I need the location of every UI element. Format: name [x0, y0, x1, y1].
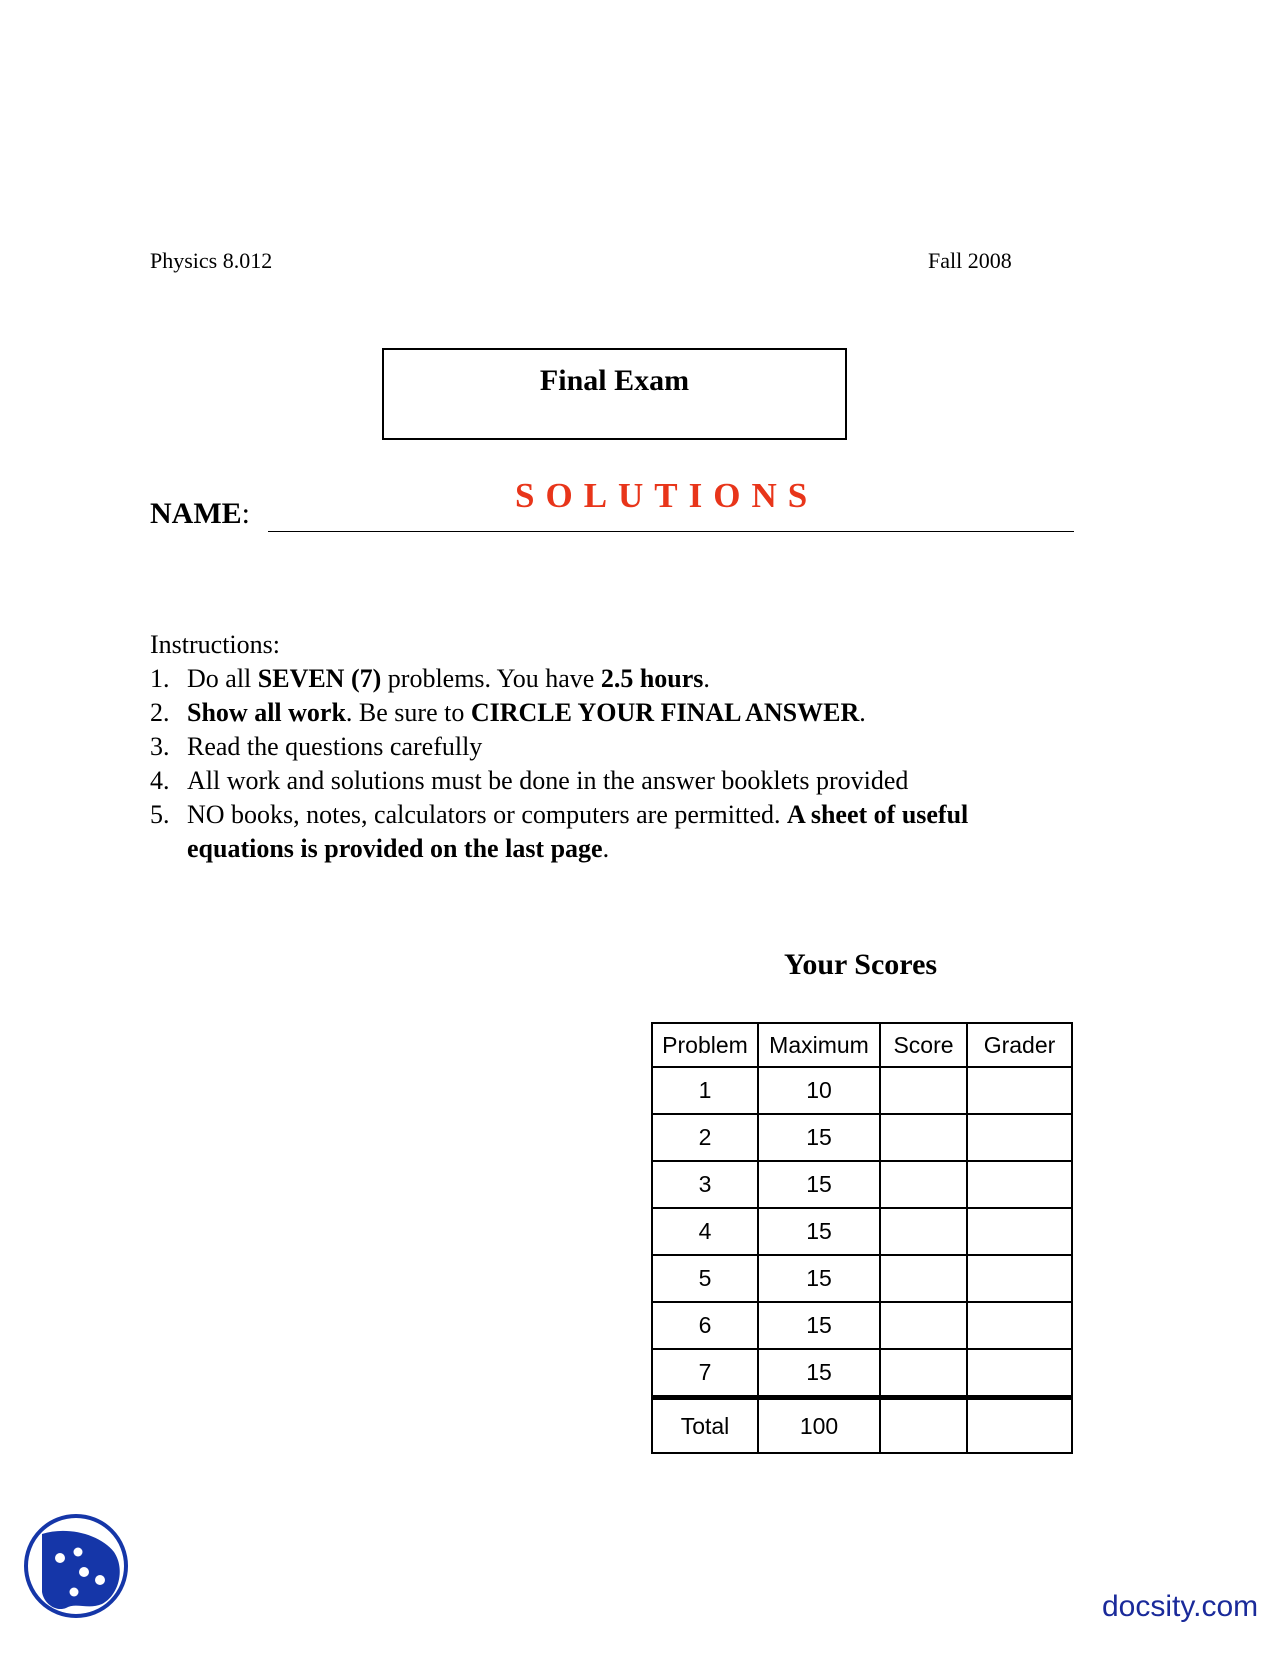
table-row — [652, 1161, 1072, 1208]
name-underline — [268, 531, 1074, 532]
header-maximum: Maximum — [758, 1023, 880, 1067]
cell-maximum: 15 — [758, 1349, 880, 1398]
cell-maximum: 10 — [758, 1067, 880, 1114]
docsity-brand: docsity.com — [1102, 1590, 1259, 1623]
instruction-item — [150, 730, 1007, 764]
cell-problem: 7 — [652, 1349, 758, 1398]
instruction-plain-text: Do all — [187, 664, 258, 693]
cell-problem: 5 — [652, 1255, 758, 1302]
instruction-item — [150, 764, 1007, 798]
instruction-bold-text: Show all work — [187, 698, 346, 727]
instructions-block — [150, 628, 1007, 866]
cell-grader — [967, 1067, 1072, 1114]
name-label-text: NAME — [150, 497, 242, 530]
docsity-logo-icon — [22, 1512, 130, 1620]
instruction-plain-text: . — [602, 834, 610, 863]
instruction-bold-text: 2.5 hours — [600, 664, 704, 693]
table-row — [652, 1067, 1072, 1114]
cell-grader — [967, 1255, 1072, 1302]
cell-maximum: 15 — [758, 1208, 880, 1255]
cell-grader — [967, 1114, 1072, 1161]
cell-score — [880, 1208, 967, 1255]
cell-total-label: Total — [652, 1398, 758, 1454]
cell-score — [880, 1302, 967, 1349]
scores-title: Your Scores — [784, 948, 938, 981]
instructions-heading: Instructions: — [150, 630, 280, 659]
instruction-bold-text: SEVEN (7) — [257, 664, 382, 693]
table-row — [652, 1114, 1072, 1161]
cell-total-score — [880, 1398, 967, 1454]
header-score: Score — [880, 1023, 967, 1067]
instruction-number: 5. — [150, 800, 170, 829]
instruction-plain-text: Read the questions carefully — [187, 732, 483, 761]
scores-table — [651, 1022, 1073, 1454]
instruction-text — [187, 730, 1007, 764]
cell-problem: 3 — [652, 1161, 758, 1208]
name-colon: : — [241, 497, 250, 530]
cell-maximum: 15 — [758, 1255, 880, 1302]
cell-grader — [967, 1161, 1072, 1208]
cell-score — [880, 1161, 967, 1208]
name-value-solutions: SOLUTIONS — [515, 476, 819, 515]
cell-total-maximum: 100 — [758, 1398, 880, 1454]
instruction-plain-text: . Be sure to — [345, 698, 471, 727]
table-row — [652, 1208, 1072, 1255]
course-label: Physics 8.012 — [150, 248, 273, 273]
cell-total-grader — [967, 1398, 1072, 1454]
scores-header-row — [652, 1023, 1072, 1067]
instruction-number: 3. — [150, 732, 170, 761]
table-row — [652, 1302, 1072, 1349]
total-row — [652, 1398, 1072, 1454]
instructions-list — [150, 662, 1007, 866]
cell-maximum: 15 — [758, 1114, 880, 1161]
cell-problem: 2 — [652, 1114, 758, 1161]
instruction-plain-text: problems. You have — [381, 664, 601, 693]
instruction-number: 2. — [150, 698, 170, 727]
cell-score — [880, 1114, 967, 1161]
instruction-text — [187, 798, 1007, 866]
instruction-plain-text: . — [703, 664, 710, 693]
table-row — [652, 1349, 1072, 1398]
cell-maximum: 15 — [758, 1302, 880, 1349]
cell-score — [880, 1349, 967, 1398]
instruction-number: 1. — [150, 664, 170, 693]
instruction-bold-text: CIRCLE YOUR FINAL ANSWER — [470, 698, 860, 727]
cell-maximum: 15 — [758, 1161, 880, 1208]
exam-title: Final Exam — [539, 364, 690, 397]
cell-score — [880, 1067, 967, 1114]
cell-score — [880, 1255, 967, 1302]
instruction-item — [150, 696, 1007, 730]
instruction-text — [187, 696, 1007, 730]
instruction-text — [187, 662, 1007, 696]
header-problem: Problem — [652, 1023, 758, 1067]
name-label — [150, 497, 250, 531]
cell-problem: 1 — [652, 1067, 758, 1114]
instruction-bold-text: A sheet of useful equations is provided on the last page — [187, 800, 969, 863]
instruction-text — [187, 764, 1007, 798]
cell-grader — [967, 1349, 1072, 1398]
cell-grader — [967, 1208, 1072, 1255]
instruction-item — [150, 662, 1007, 696]
cell-grader — [967, 1302, 1072, 1349]
header-grader: Grader — [967, 1023, 1072, 1067]
instruction-plain-text: . — [859, 698, 866, 727]
instruction-item — [150, 798, 1007, 866]
instruction-plain-text: NO books, notes, calculators or computers are permitted. — [187, 800, 787, 829]
cell-problem: 4 — [652, 1208, 758, 1255]
instruction-plain-text: All work and solutions must be done in the answer booklets provided — [187, 766, 909, 795]
instruction-number: 4. — [150, 766, 170, 795]
table-row — [652, 1255, 1072, 1302]
cell-problem: 6 — [652, 1302, 758, 1349]
term-label: Fall 2008 — [928, 248, 1012, 273]
